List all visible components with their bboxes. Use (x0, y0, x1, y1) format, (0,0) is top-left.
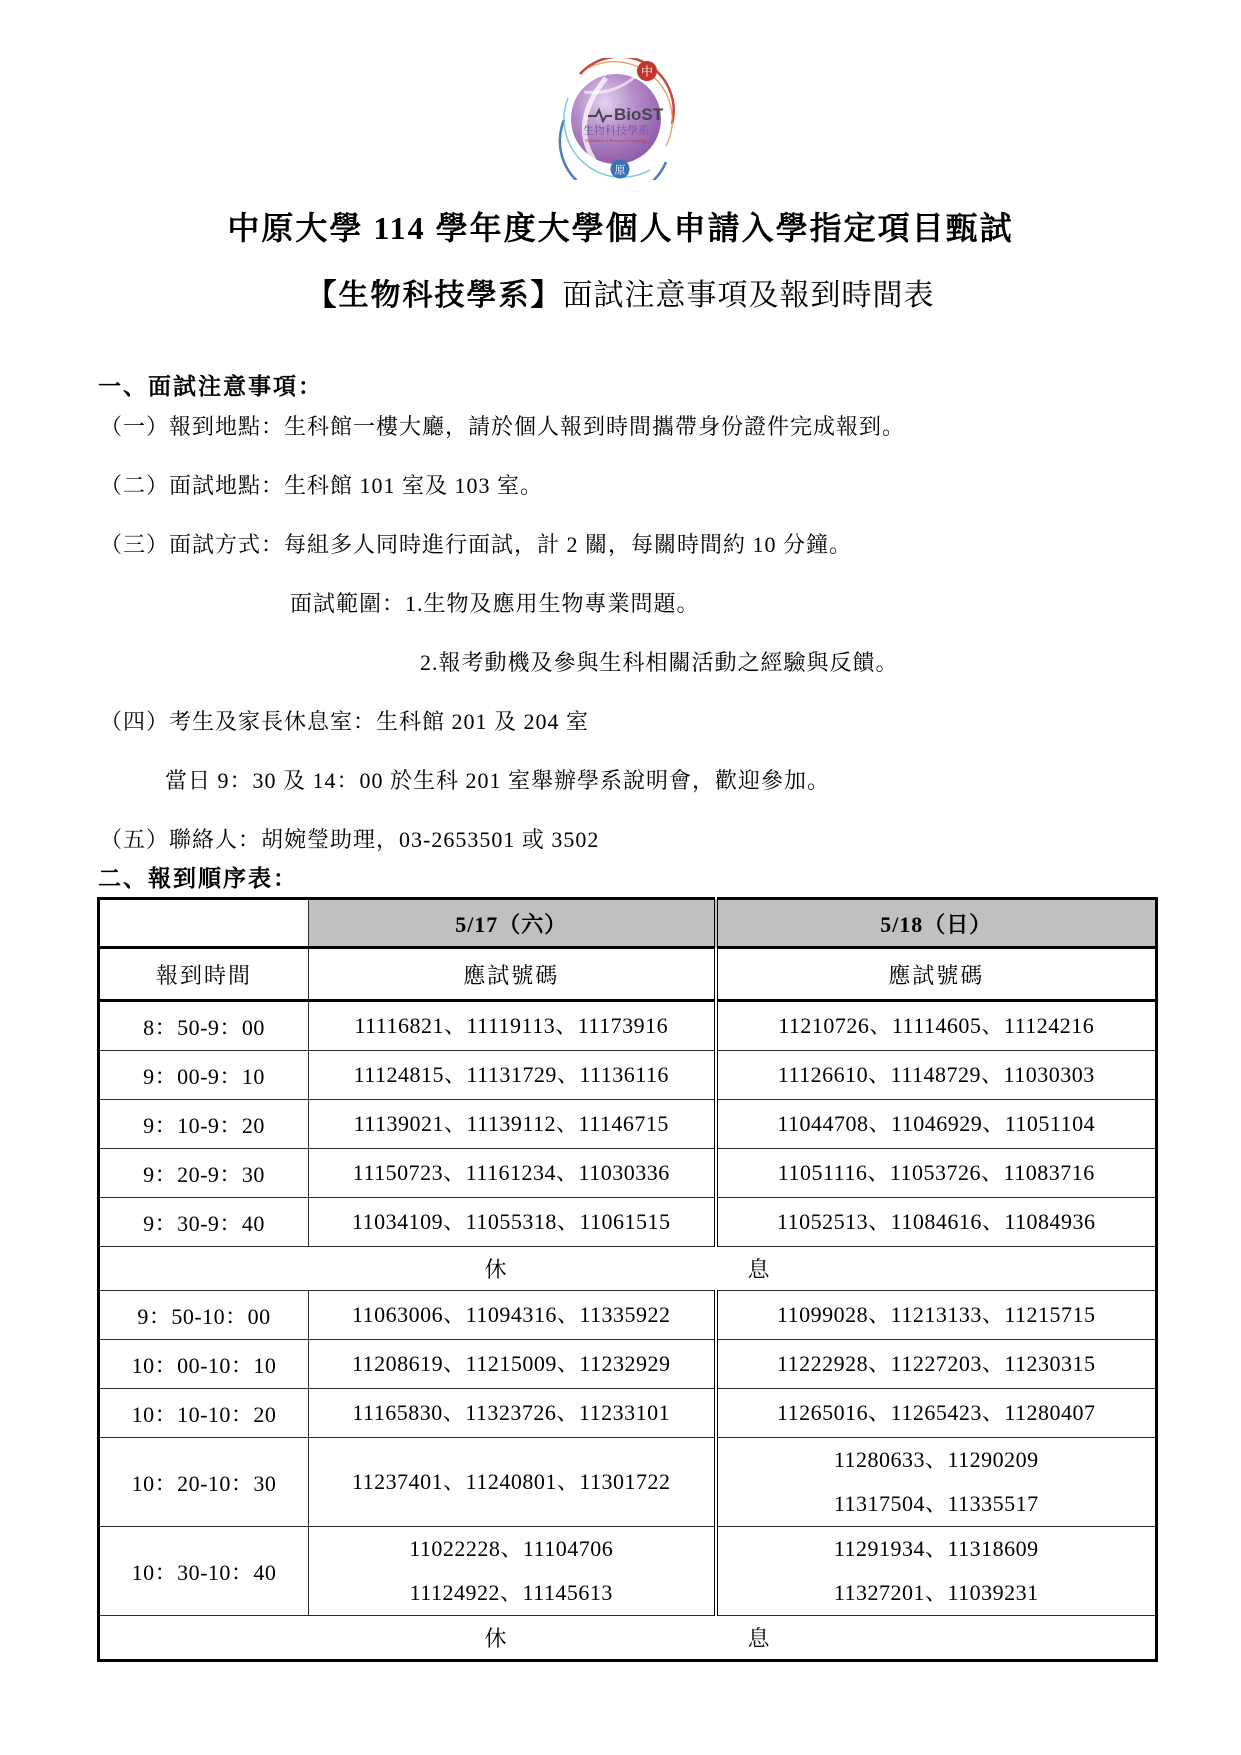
note-line: （一）報到地點：生科館一樓大廳，請於個人報到時間攜帶身份證件完成報到。 (100, 414, 906, 439)
section1-notes (100, 412, 1171, 884)
checkin-time-cell: 10：20-10：30 (99, 1438, 309, 1527)
page-subtitle (0, 270, 1241, 314)
break-row (99, 1247, 1157, 1291)
roster-row (99, 1149, 1157, 1198)
roster-row (99, 1340, 1157, 1389)
table-header-row (99, 899, 1157, 948)
logo-acronym: BioST (613, 105, 663, 124)
break-row (99, 1616, 1157, 1661)
roster-row (99, 1527, 1157, 1616)
department-logo (0, 58, 1241, 180)
checkin-time-cell: 9：00-9：10 (99, 1051, 309, 1100)
roster-row (99, 1389, 1157, 1438)
exam-numbers-sat-cell: 11034109、11055318、11061515 (309, 1198, 716, 1247)
checkin-roster-table (97, 897, 1158, 1662)
corner-cell (99, 899, 309, 948)
checkin-time-cell: 9：50-10：00 (99, 1291, 309, 1340)
subtitle-department: 【生物科技學系】 (306, 279, 563, 312)
exam-numbers-sat-cell: 11124815、11131729、11136116 (309, 1051, 716, 1100)
exam-numbers-sat-cell: 11063006、11094316、11335922 (309, 1291, 716, 1340)
note-line: （五）聯絡人：胡婉瑩助理，03-2653501 或 3502 (100, 827, 600, 852)
roster-row (99, 1291, 1157, 1340)
exam-numbers-sun-cell: 11052513、11084616、11084936 (716, 1198, 1157, 1247)
note-line: （二）面試地點：生科館 101 室及 103 室。 (100, 473, 544, 498)
exam-numbers-sat-cell: 11165830、11323726、11233101 (309, 1389, 716, 1438)
note-line: 面試範圍：1.生物及應用生物專業問題。 (290, 591, 700, 616)
note-line: （三）面試方式：每組多人同時進行面試，計 2 關，每關時間約 10 分鐘。 (100, 532, 853, 557)
exam-numbers-sun-cell: 11051116、11053726、11083716 (716, 1149, 1157, 1198)
roster-row (99, 1100, 1157, 1149)
exam-number-header-sat: 應試號碼 (309, 948, 716, 1001)
logo-dept-en: Department of Bioscience Technology (584, 138, 647, 143)
exam-numbers-sun-cell: 11291934、11318609 11327201、11039231 (716, 1527, 1157, 1616)
exam-numbers-sun-cell: 11280633、11290209 11317504、11335517 (716, 1438, 1157, 1527)
roster-row (99, 1198, 1157, 1247)
note-line: 當日 9：30 及 14：00 於生科 201 室舉辦學系說明會，歡迎參加。 (165, 768, 831, 793)
note-line: 2.報考動機及參與生科相關活動之經驗與反饋。 (420, 650, 899, 675)
table-subheader-row (99, 948, 1157, 1001)
checkin-time-cell: 9：20-9：30 (99, 1149, 309, 1198)
exam-numbers-sat-cell: 11237401、11240801、11301722 (309, 1438, 716, 1527)
exam-numbers-sun-cell: 11265016、11265423、11280407 (716, 1389, 1157, 1438)
exam-numbers-sat-cell: 11150723、11161234、11030336 (309, 1149, 716, 1198)
note-line: （四）考生及家長休息室：生科館 201 及 204 室 (100, 709, 590, 734)
exam-numbers-sat-cell: 11139021、11139112、11146715 (309, 1100, 716, 1149)
checkin-time-cell: 8：50-9：00 (99, 1001, 309, 1051)
exam-numbers-sun-cell: 11210726、11114605、11124216 (716, 1001, 1157, 1051)
time-column-header: 報到時間 (99, 948, 309, 1001)
checkin-time-cell: 10：10-10：20 (99, 1389, 309, 1438)
checkin-time-cell: 9：10-9：20 (99, 1100, 309, 1149)
page-title: 中原大學 114 學年度大學個人申請入學指定項目甄試 (227, 210, 1014, 246)
exam-numbers-sun-cell: 11099028、11213133、11215715 (716, 1291, 1157, 1340)
date-header-sun: 5/18（日） (716, 899, 1157, 948)
roster-row (99, 1051, 1157, 1100)
date-header-sat: 5/17（六） (309, 899, 716, 948)
break-cell (99, 1616, 1157, 1661)
exam-numbers-sun-cell: 11126610、11148729、11030303 (716, 1051, 1157, 1100)
roster-row (99, 1438, 1157, 1527)
exam-numbers-sat-cell: 11116821、11119113、11173916 (309, 1001, 716, 1051)
logo-dept-cn: 生物科技學系 (582, 125, 649, 137)
exam-number-header-sun: 應試號碼 (716, 948, 1157, 1001)
roster-row (99, 1001, 1157, 1051)
break-label: 休 息 (484, 1257, 771, 1282)
checkin-time-cell: 10：00-10：10 (99, 1340, 309, 1389)
break-cell (99, 1247, 1157, 1291)
biost-logo-icon (554, 58, 688, 180)
exam-numbers-sun-cell: 11044708、11046929、11051104 (716, 1100, 1157, 1149)
subtitle-rest: 面試注意事項及報到時間表 (562, 279, 935, 312)
badge-bottom-char: 原 (614, 164, 625, 177)
exam-numbers-sun-cell: 11222928、11227203、11230315 (716, 1340, 1157, 1389)
badge-top-char: 中 (640, 64, 653, 79)
break-label: 休 息 (484, 1626, 771, 1651)
checkin-time-cell: 10：30-10：40 (99, 1527, 309, 1616)
section1-heading: 一、面試注意事項： (98, 374, 323, 399)
checkin-time-cell: 9：30-9：40 (99, 1198, 309, 1247)
section2-heading: 二、報到順序表： (98, 866, 298, 891)
exam-numbers-sat-cell: 11022228、11104706 11124922、11145613 (309, 1527, 716, 1616)
exam-numbers-sat-cell: 11208619、11215009、11232929 (309, 1340, 716, 1389)
